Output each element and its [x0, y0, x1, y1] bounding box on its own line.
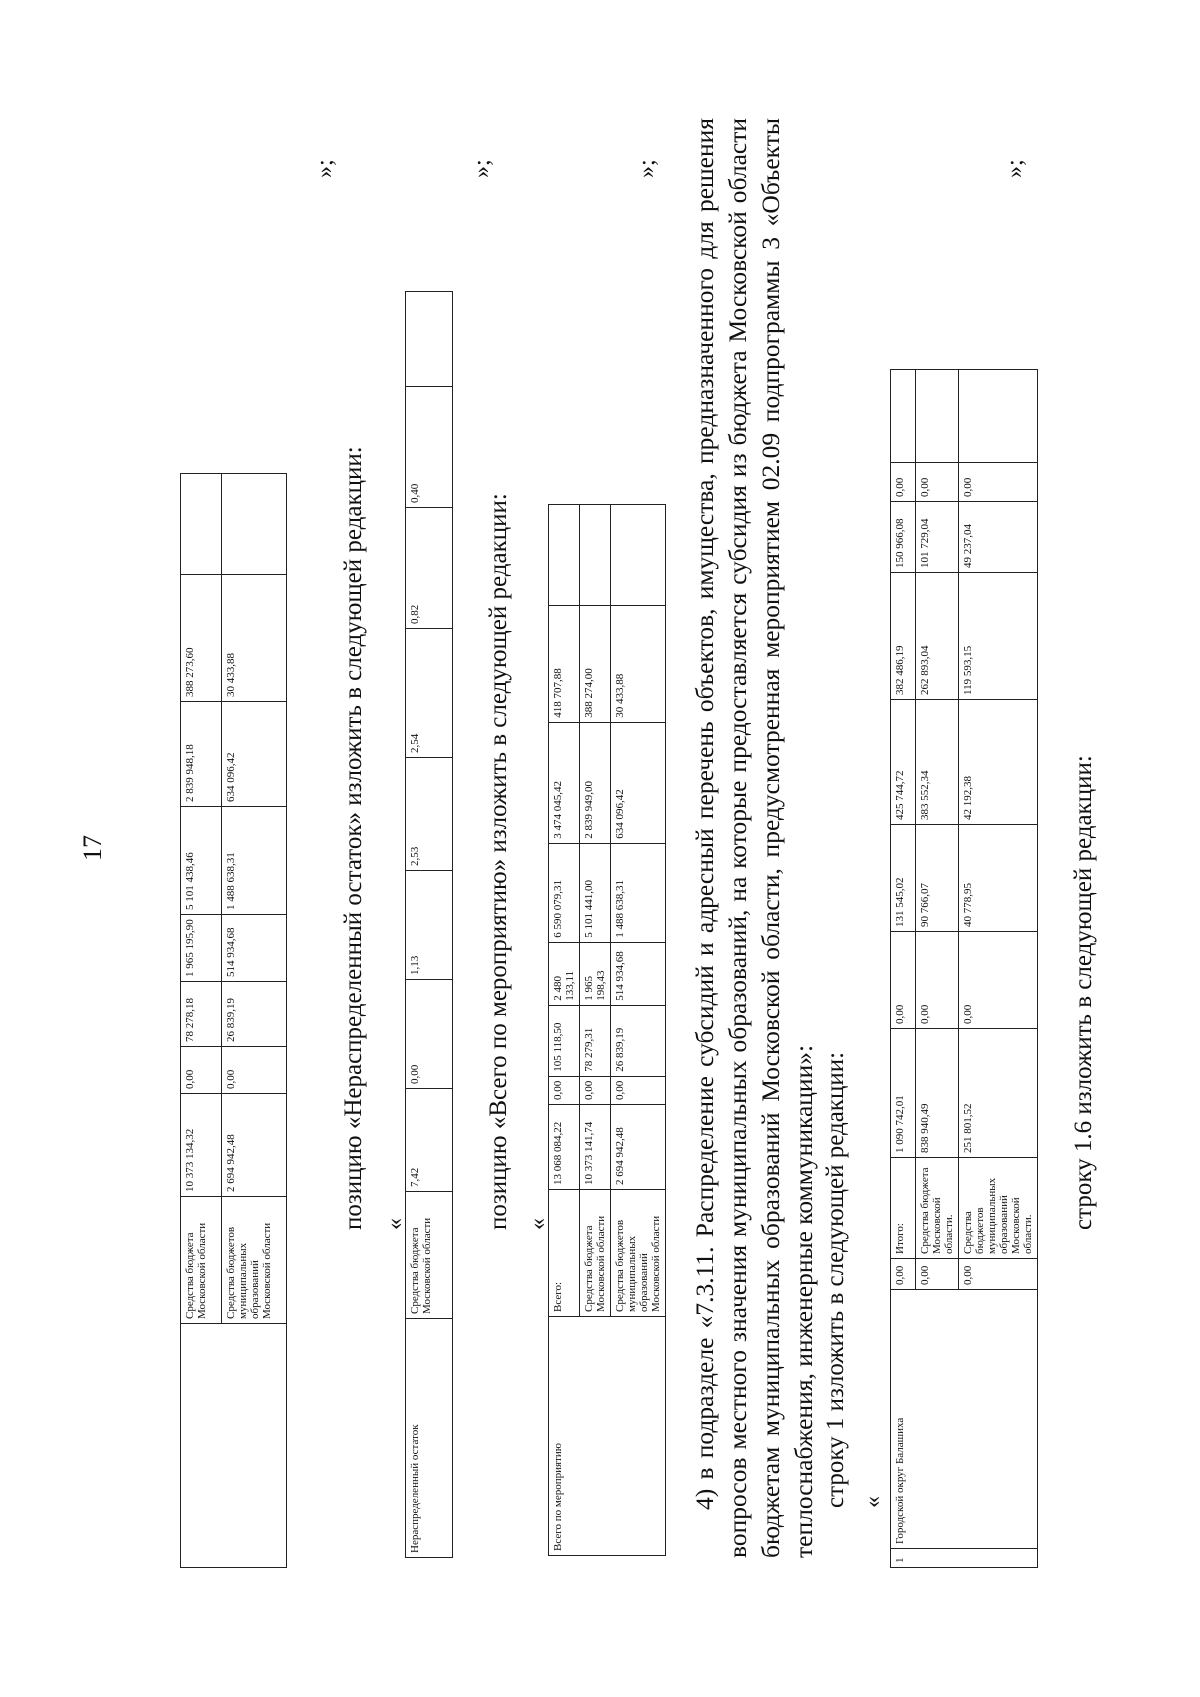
table-a [180, 473, 287, 1568]
table-cell: 7,42 [406, 1089, 453, 1192]
table-cell: 78 279,31 [580, 1005, 611, 1076]
table-row [181, 474, 222, 1568]
table-cell: 2,54 [406, 629, 453, 758]
table-cell: 1 090 742,01 [891, 1029, 916, 1158]
table-cell: 0,00 [959, 463, 1038, 502]
table-cell: Средства бюджета Московской области [181, 1197, 222, 1324]
table-cell: 418 707,88 [549, 605, 580, 722]
table-cell: 0,00 [959, 932, 1038, 1029]
table-cell: Средства бюджета Московской области. [916, 1158, 959, 1259]
table-cell: 0,00 [611, 1076, 666, 1104]
table-cell: 514 934,68 [222, 915, 287, 982]
opening-quote: « [860, 1496, 886, 1508]
table-cell: 26 839,19 [222, 982, 287, 1047]
table-cell: 1 488 638,31 [222, 807, 287, 915]
rotated-page [70, 98, 1130, 1598]
instruction-vsego: позицию «Всего по мероприятию» изложить в следующей редакции: [485, 493, 512, 1230]
table-cell: 383 552,34 [916, 700, 959, 825]
table-row [891, 370, 916, 1568]
table-cell: 0,00 [916, 932, 959, 1029]
table-cell: 0,00 [891, 932, 916, 1029]
table-cell: 2 694 942,48 [222, 1094, 287, 1197]
table-cell: Нераспределенный остаток [406, 1319, 453, 1558]
table-cell: 0,00 [959, 1259, 1038, 1290]
page-number: 17 [78, 835, 107, 861]
instruction-row-1-6: строку 1.6 изложить в следующей редакции: [1070, 755, 1097, 1230]
table-cell: 838 940,49 [916, 1029, 959, 1158]
table-cell: 514 934,68 [611, 942, 666, 1005]
table-cell: 13 068 084,22 [549, 1105, 580, 1190]
table-cell: 2,53 [406, 758, 453, 871]
table-cell: 2 839 949,00 [580, 722, 611, 843]
table-cell: 0,00 [406, 980, 453, 1089]
table-cell: Средства бюджета Московской области [406, 1192, 453, 1319]
table-cell: 0,82 [406, 508, 453, 629]
table-cell: 3 474 045,42 [549, 722, 580, 843]
closing-quote: »; [634, 159, 660, 178]
table-cell: 0,00 [222, 1047, 287, 1094]
table-cell: 634 096,42 [222, 702, 287, 807]
table-cell: 40 778,95 [959, 825, 1038, 932]
paragraph-subsection-7-3-11: 4) в подразделе «7.3.11. Распределение субсидий и адресный перечень объектов, имущества, предназначенного для решения вопросов местного значения муниципальных образований, на которые предоставляется субсидия из бюджета Московской области бюджетам муниципальных образований Московской области, предусмотренная мероприятием 02.09 подпрограммы 3 «Объекты теплоснабжения, инженерные коммуникации»: [690, 118, 818, 1558]
table-cell: 1,13 [406, 871, 453, 980]
table-cell: 1 488 638,31 [611, 843, 666, 942]
table-cell: 382 486,19 [891, 573, 916, 700]
table-cell: 2 839 948,18 [181, 702, 222, 807]
table-cell: 0,00 [916, 463, 959, 502]
table-cell: 1 965 195,90 [181, 915, 222, 982]
table-cell: 5 101 438,46 [181, 807, 222, 915]
table-cell: 6 590 079,31 [549, 843, 580, 942]
table-cell: 388 274,00 [580, 605, 611, 722]
table-cell [406, 292, 453, 387]
table-cell: 2 480 133,11 [549, 942, 580, 1005]
closing-quote: »; [469, 159, 495, 178]
table-cell: 10 373 141,74 [580, 1105, 611, 1190]
table-cell: 2 694 942,48 [611, 1105, 666, 1190]
opening-quote: « [382, 1218, 408, 1230]
instruction-neraspr: позицию «Нераспределенный остаток» изложить в следующей редакции: [340, 446, 367, 1230]
table-cell: Городской округ Балашиха [891, 1290, 1038, 1549]
table-d [890, 369, 1038, 1568]
table-cell: 49 237,04 [959, 502, 1038, 573]
table-cell: Средства бюджетов муниципальных образований Московской области [222, 1197, 287, 1324]
instruction-row-1: строку 1 изложить в следующей редакции: [822, 1051, 849, 1508]
table-cell [580, 504, 611, 605]
table-cell: Всего: [549, 1190, 580, 1317]
table-cell: 26 839,19 [611, 1005, 666, 1076]
table-cell: 78 278,18 [181, 982, 222, 1047]
table-cell: 0,40 [406, 387, 453, 508]
table-cell: Средства бюджетов муниципальных образований Московской области [611, 1190, 666, 1317]
table-cell: 0,00 [891, 463, 916, 502]
table-cell: 0,00 [580, 1076, 611, 1104]
table-cell: 0,00 [549, 1076, 580, 1104]
table-cell: 131 545,02 [891, 825, 916, 932]
table-cell [891, 370, 916, 463]
table-cell: 150 966,08 [891, 502, 916, 573]
table-cell: 90 766,07 [916, 825, 959, 932]
table-b [405, 291, 453, 1558]
closing-quote: »; [312, 159, 338, 178]
table-cell: Всего по мероприятию [549, 1317, 666, 1556]
table-cell: 101 729,04 [916, 502, 959, 573]
table-cell [549, 504, 580, 605]
table-c [548, 504, 666, 1556]
table-cell: 105 118,50 [549, 1005, 580, 1076]
table-cell: 30 433,88 [222, 575, 287, 702]
table-cell [611, 504, 666, 605]
table-cell: 10 373 134,32 [181, 1094, 222, 1197]
table-row [406, 292, 453, 1558]
table-cell: 42 192,38 [959, 700, 1038, 825]
table-cell [959, 370, 1038, 463]
table-cell: 1 [891, 1549, 1038, 1568]
table-a-empty-cell [181, 1324, 287, 1568]
table-cell: Средства бюджета Московской области [580, 1190, 611, 1317]
table-cell: 425 744,72 [891, 700, 916, 825]
table-cell [222, 474, 287, 575]
table-cell: Итого: [891, 1158, 916, 1259]
table-cell: 5 101 441,00 [580, 843, 611, 942]
table-cell: 0,00 [916, 1259, 959, 1290]
closing-quote: »; [1002, 159, 1028, 178]
opening-quote: « [525, 1218, 551, 1230]
table-cell: 119 593,15 [959, 573, 1038, 700]
table-row [549, 504, 580, 1555]
table-cell: 0,00 [891, 1259, 916, 1290]
table-cell: 388 273,60 [181, 575, 222, 702]
table-cell: 0,00 [181, 1047, 222, 1094]
table-cell: 30 433,88 [611, 605, 666, 722]
table-cell [181, 474, 222, 575]
table-cell: 251 801,52 [959, 1029, 1038, 1158]
table-cell: 262 893,04 [916, 573, 959, 700]
table-cell: Средства бюджетов муниципальных образований Московской области. [959, 1158, 1038, 1259]
table-cell [916, 370, 959, 463]
table-cell: 634 096,42 [611, 722, 666, 843]
table-cell: 1 965 198,43 [580, 942, 611, 1005]
